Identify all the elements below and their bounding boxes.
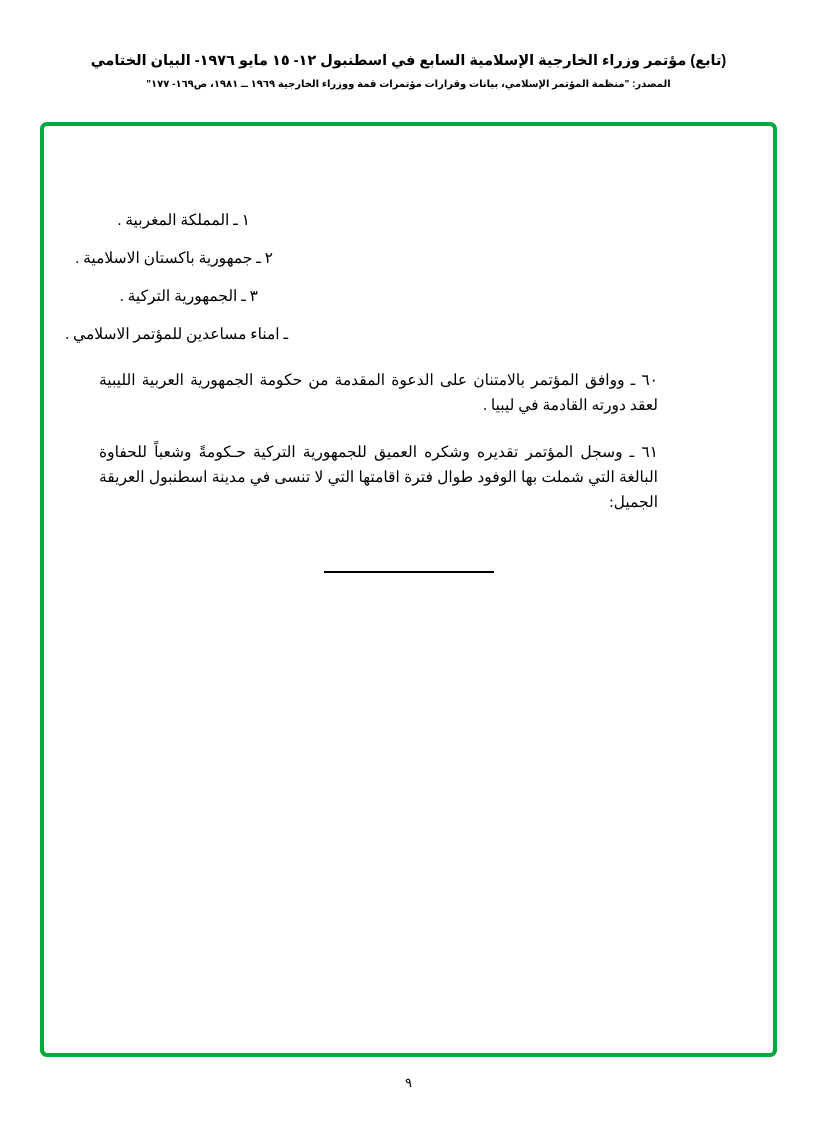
horizontal-rule — [44, 571, 773, 573]
paragraph-60: ٦٠ ـ ووافق المؤتمر بالامتنان على الدعوة المقدمة من حكومة الجمهورية العربية الليبية لعقد دورته القادمة في ليبيا . — [99, 371, 658, 414]
paragraph-61: ٦١ ـ وسجل المؤتمر تقديره وشكره العميق للجمهورية التركية حـكومةً وشعباً للحفاوة البالغة التي شملت بها الوفود طوال فترة اقامتها التي لا تنسى في مدينة اسطنبول العريقة الجميل: — [99, 443, 658, 512]
page-header — [0, 52, 817, 91]
header-source: المصدر: "منظمة المؤتمر الإسلامي، بيانات وقرارات مؤتمرات قمة ووزراء الخارجية ١٩٦٩ ــ ١٩٨١، ص١٦٩- ١٧٧" — [146, 78, 671, 90]
header-title: (تابع) مؤتمر وزراء الخارجية الإسلامية السابع في اسطنبول ١٢- ١٥ مايو ١٩٧٦- البيان الختامي — [90, 53, 727, 69]
list-item: ـ امناء مساعدين للمؤتمر الاسلامي . — [65, 325, 288, 343]
list-item: ١ ـ المملكة المغربية . — [117, 212, 250, 229]
document-body — [65, 211, 728, 515]
list-item: ٣ ـ الجمهورية التركية . — [119, 287, 258, 305]
page-number: ٩ — [405, 1075, 412, 1090]
rule-line — [324, 571, 494, 573]
list-item: ٢ ـ جمهورية باكستان الاسلامية . — [75, 249, 273, 267]
green-border-frame — [40, 122, 777, 1057]
